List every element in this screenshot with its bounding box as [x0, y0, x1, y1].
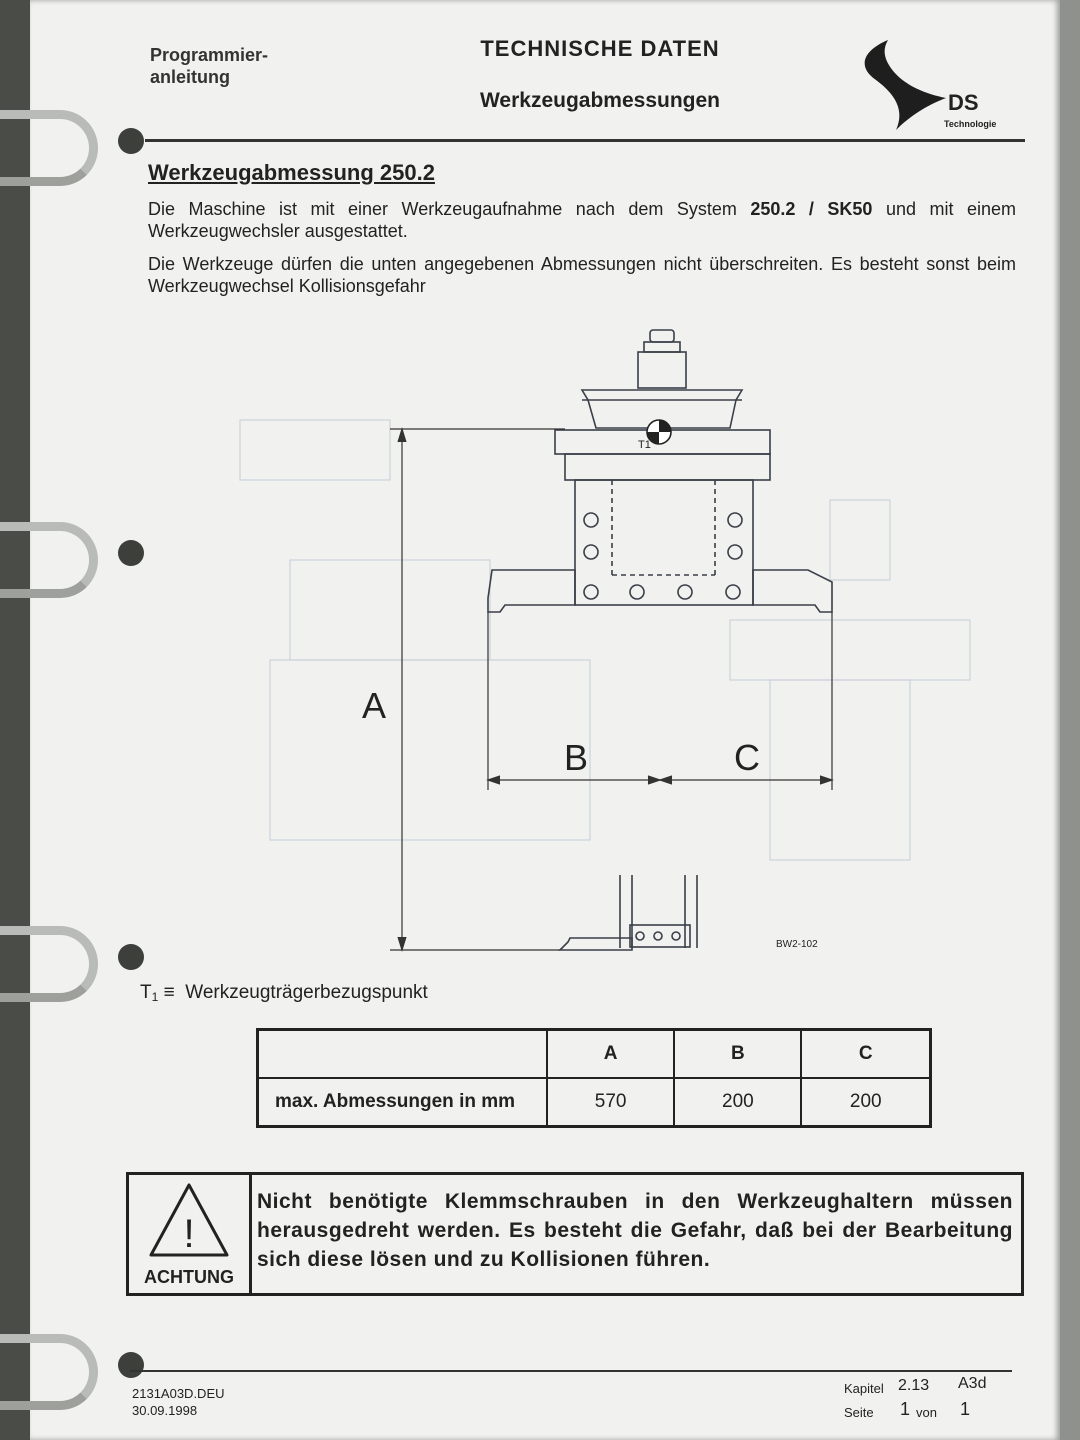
punch-hole: [118, 128, 144, 154]
page-total: 1: [960, 1399, 971, 1419]
warning-label: ACHTUNG: [144, 1267, 234, 1287]
header-divider: [145, 139, 1025, 142]
binder-ring: [0, 1334, 98, 1410]
table-header: A: [547, 1030, 674, 1079]
clamping-screw-holes: [584, 513, 742, 599]
table-row: [258, 1078, 931, 1127]
row-label: max. Abmessungen in mm: [258, 1078, 548, 1127]
t1-label: T1: [638, 439, 651, 451]
lower-reference-detail: [560, 875, 697, 950]
doc-code: 2131A03D.DEU: [132, 1386, 225, 1401]
tool-pull-stud: [644, 342, 680, 352]
ds-logo-icon: [850, 38, 1030, 133]
punch-hole: [118, 1352, 144, 1378]
max-dimensions-table: [256, 1028, 932, 1128]
punch-hole: [118, 540, 144, 566]
table-cell: 200: [801, 1078, 930, 1127]
binder-ring: [0, 522, 98, 598]
tool-pull-stud-top: [650, 330, 674, 342]
page-subtitle: Werkzeugabmessungen: [479, 89, 720, 112]
header-left-label: Programmier- anleitung: [150, 45, 269, 87]
table-cell: 570: [547, 1078, 674, 1127]
footer-doc-info: [132, 1385, 225, 1419]
warning-paragraph: Die Werkzeuge dürfen die unten angegebenen Abmessungen nicht überschreiten. Es besteht sonst beim Werkzeugwechsel Kollisionsgefahr: [148, 254, 1016, 296]
punch-hole: [118, 944, 144, 970]
dimension-lines: [390, 429, 832, 950]
tool-holder-right-arm: [753, 570, 832, 612]
warning-triangle-icon: [129, 1175, 249, 1267]
logo-subtext: Technologie: [944, 119, 997, 129]
dimension-label-c: C: [734, 737, 760, 778]
page-title: TECHNISCHE DATEN: [480, 36, 720, 61]
dimension-label-a: A: [362, 685, 387, 726]
dimension-label-b: B: [564, 737, 589, 778]
page-number: 1: [900, 1399, 911, 1419]
tool-pull-stud-base: [638, 352, 686, 388]
svg-text:!: !: [183, 1212, 195, 1256]
table-header: C: [801, 1030, 930, 1079]
achtung-warning-box: [126, 1172, 1024, 1296]
table-header-row: [258, 1030, 931, 1079]
table-header: B: [674, 1030, 801, 1079]
logo-text: DS: [948, 90, 979, 115]
chapter-number: 2.13: [898, 1377, 930, 1394]
intro-paragraph: Die Maschine ist mit einer Werkzeugaufnahme nach dem System 250.2 / SK50 und mit einem Werkzeugwechsler ausgestattet.: [148, 199, 1016, 241]
tool-dimension-drawing: [230, 320, 990, 970]
section-title: Werkzeugabmessung 250.2: [148, 160, 435, 185]
drawing-id: BW2-102: [776, 939, 818, 950]
tool-body: [575, 480, 753, 605]
format-code: A3d: [958, 1375, 987, 1392]
binder-ring: [0, 110, 98, 186]
background-bleed-drawing: [240, 420, 970, 860]
tool-holder-left-arm: [488, 570, 575, 612]
binder-ring: [0, 926, 98, 1002]
tool-flange-lower: [565, 454, 770, 480]
footer-divider: [130, 1370, 1012, 1372]
doc-date: 30.09.1998: [132, 1403, 198, 1418]
table-header: [258, 1030, 548, 1079]
table-cell: 200: [674, 1078, 801, 1127]
warning-text: Nicht benötigte Klemmschrauben in den Werkzeughaltern müssen herausgedreht werden. Es besteht die Gefahr, daß bei der Bearbeitung sich diese lösen und zu Kollisionen führen.: [257, 1190, 1013, 1271]
t1-legend: $T_1$ ≡ Werkzeugträgerbezugspunkt: [140, 982, 428, 1004]
warning-icon-cell: [129, 1175, 252, 1293]
